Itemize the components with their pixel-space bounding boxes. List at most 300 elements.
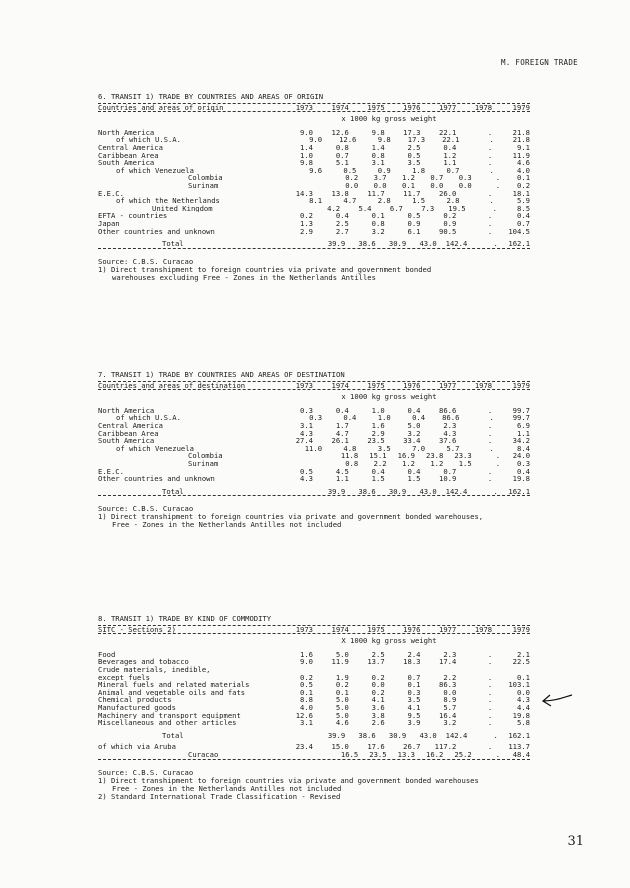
rule: [98, 633, 530, 634]
row-label: Surinam: [188, 459, 219, 468]
cell: .: [487, 150, 493, 160]
cell: .: [495, 180, 501, 190]
cell: 15.0: [331, 742, 349, 752]
table-row: [98, 430, 530, 438]
cell: 3.1: [300, 420, 313, 430]
year-header: 1974: [331, 624, 349, 634]
table-row: [98, 658, 530, 666]
cell: 5.4: [358, 203, 372, 213]
year-header: 1978: [474, 380, 493, 390]
cell: 0.5: [407, 150, 421, 160]
cell: 2.5: [407, 142, 421, 152]
note-line: 1) Direct transhipment to foreign countries via private and government bonded warehouses: [98, 775, 479, 785]
table-row: [98, 674, 530, 682]
table-row: [98, 422, 530, 430]
cell: 3.1: [300, 718, 313, 728]
cell: 19.8: [512, 474, 530, 484]
unit-label: x 1000 kg gross weight: [341, 114, 437, 124]
cell: 23.4: [295, 742, 313, 752]
note-line: 1) Direct transhipment to foreign countries via private and government bonded warehouses,: [98, 512, 484, 522]
cell: 4.8: [343, 443, 357, 453]
cell: 0.4: [335, 211, 349, 221]
cell: .: [495, 173, 501, 183]
cell: 16.5: [340, 749, 359, 759]
row-label: Other countries and unknown: [98, 475, 215, 483]
cell: 86.3: [439, 680, 457, 690]
cell: 9.8: [371, 127, 385, 137]
cell: 0.3: [407, 687, 421, 697]
column-label: Countries and areas of origin: [98, 103, 224, 112]
rule: [98, 389, 530, 390]
cell: .: [487, 710, 493, 720]
row-label: EFTA - countries: [98, 212, 168, 220]
row-label: Curacao: [188, 750, 219, 759]
cell: .: [487, 687, 493, 697]
cell: 12.6: [295, 710, 313, 720]
cell: 22.5: [512, 657, 530, 667]
row-label: E.E.C.: [98, 189, 124, 198]
cell: 39.9: [327, 730, 346, 740]
cell: .: [487, 226, 493, 236]
year-header: 1974: [331, 380, 349, 390]
cell: .: [495, 749, 501, 759]
cell: 4.7: [335, 428, 349, 438]
cell: 0.3: [300, 405, 313, 415]
cell: 43.0: [419, 730, 437, 740]
header-row: [98, 382, 530, 390]
cell: 9.1: [516, 142, 530, 152]
cell: 2.2: [443, 672, 457, 682]
cell: 0.2: [335, 680, 349, 690]
cell: 162.1: [508, 486, 531, 496]
cell: 1.1: [443, 158, 457, 168]
cell: 0.7: [443, 466, 457, 476]
cell: 0.7: [407, 672, 421, 682]
cell: 22.1: [439, 127, 457, 137]
cell: 11.7: [367, 188, 385, 198]
cell: 30.9: [388, 239, 407, 249]
cell: .: [495, 458, 501, 468]
cell: [456, 666, 492, 674]
cell: 142.4: [445, 239, 468, 249]
cell: 0.5: [300, 680, 313, 690]
note-line: Free - Zones in the Netherlands Antilles not included: [112, 520, 342, 530]
cell: 99.7: [512, 413, 531, 423]
cell: 12.6: [339, 135, 357, 145]
year-header: 1973: [295, 380, 313, 390]
year-header: 1979: [512, 380, 530, 390]
table-row: [98, 228, 530, 236]
cell: 2.8: [446, 196, 460, 206]
year-header: 1977: [439, 624, 457, 634]
cell: .: [489, 135, 494, 145]
cell: 1.4: [300, 142, 313, 152]
cell: 1.2: [443, 150, 457, 160]
cell: 0.8: [335, 142, 349, 152]
cell: 23.5: [369, 749, 387, 759]
cell: 12.6: [331, 127, 349, 137]
cell: 1.2: [430, 458, 444, 468]
table-row: [98, 144, 530, 152]
table-title: 6. TRANSIT 1) TRADE BY COUNTRIES AND AREAS OF ORIGIN: [98, 92, 324, 101]
source-notes: [98, 258, 530, 282]
cell: 11.0: [304, 443, 323, 453]
column-label: SITC - Sections 2): [98, 625, 176, 634]
cell: 104.5: [508, 226, 530, 236]
cell: 30.9: [388, 486, 407, 496]
cell: 1.0: [377, 413, 391, 423]
cell: 9.5: [407, 710, 421, 720]
cell: 99.7: [512, 405, 530, 415]
row-label: Central America: [98, 143, 163, 152]
cell: 2.2: [373, 458, 387, 468]
cell: 18.1: [512, 188, 530, 198]
cell: 5.0: [335, 695, 349, 705]
cell: 4.3: [300, 474, 313, 484]
cell: 0.4: [516, 466, 530, 476]
cell: .: [487, 742, 493, 752]
row-label: North America: [98, 128, 155, 137]
year-header: 1976: [403, 624, 421, 634]
cell: 11.9: [331, 657, 349, 667]
cell: 30.9: [388, 730, 407, 740]
cell: 14.3: [295, 188, 313, 198]
cell: 38.6: [358, 486, 376, 496]
cell: 0.2: [345, 173, 359, 183]
header-row: [98, 104, 530, 112]
row-label: Surinam: [188, 181, 219, 190]
cell: 7.3: [421, 203, 435, 213]
cell: .: [487, 428, 493, 438]
cell: 25.2: [454, 749, 472, 759]
cell: 13.7: [367, 657, 385, 667]
cell: 4.3: [300, 428, 313, 438]
cell: 5.0: [335, 702, 349, 712]
cell: 3.2: [443, 718, 457, 728]
cell: 0.1: [407, 680, 421, 690]
cell: 1.0: [300, 150, 313, 160]
cell: 4.6: [516, 158, 530, 168]
cell: .: [492, 203, 497, 213]
row-label: Food: [98, 650, 116, 659]
cell: 142.4: [445, 486, 468, 496]
cell: 0.4: [335, 405, 349, 415]
cell: 1.2: [401, 173, 415, 183]
cell: 9.8: [300, 158, 313, 168]
cell: 17.3: [403, 127, 421, 137]
cell: 5.0: [335, 710, 349, 720]
cell: 1.6: [300, 649, 313, 659]
cell: .: [487, 649, 493, 659]
cell: 113.7: [508, 742, 530, 752]
table-row: [98, 712, 530, 720]
cell: 9.0: [300, 657, 313, 667]
source-notes: [98, 769, 530, 801]
total-label: Total: [162, 240, 184, 248]
cell: 5.9: [517, 196, 531, 206]
cell: .: [487, 158, 493, 168]
row-label: Miscellaneous and other articles: [98, 719, 237, 727]
cell: 39.9: [327, 239, 346, 249]
cell: 2.9: [371, 428, 385, 438]
cell: 9.8: [377, 135, 391, 145]
unit-row: [98, 393, 530, 401]
cell: .: [487, 436, 493, 446]
cell: 0.4: [516, 211, 530, 221]
cell: 0.0: [345, 180, 359, 190]
table-row: [98, 719, 530, 727]
cell: 9.0: [300, 127, 313, 137]
cell: 1.7: [335, 420, 349, 430]
row-label: Colombia: [188, 452, 223, 460]
table-row: [98, 212, 530, 220]
table-commodity: [98, 615, 530, 801]
cell: 0.4: [371, 466, 385, 476]
cell: 0.2: [300, 672, 313, 682]
cell: .: [487, 680, 493, 690]
column-label: Countries and areas of destination: [98, 381, 246, 390]
table-row: [98, 414, 530, 422]
cell: 0.8: [371, 218, 385, 228]
year-header: 1978: [474, 102, 493, 112]
table-row: [98, 220, 530, 228]
table-origin: [98, 93, 530, 282]
cell: 2.3: [443, 649, 457, 659]
cell: 18.3: [403, 657, 421, 667]
via-row: [98, 751, 530, 759]
cell: 27.4: [295, 436, 313, 446]
cell: 0.4: [412, 413, 426, 423]
cell: 5.7: [443, 702, 457, 712]
cell: 0.0: [516, 687, 530, 697]
cell: 117.2: [434, 742, 457, 752]
cell: 2.6: [371, 718, 385, 728]
cell: 11.8: [340, 451, 359, 461]
cell: .: [495, 451, 501, 461]
cell: 4.0: [517, 165, 531, 175]
row-label: Chemical products: [98, 696, 172, 704]
cell: .: [489, 165, 494, 175]
cell: .: [487, 718, 493, 728]
year-header: 1979: [512, 624, 530, 634]
table-row: [98, 681, 530, 689]
cell: 8.4: [517, 443, 531, 453]
cell: 26.0: [439, 188, 457, 198]
table-row: [98, 666, 530, 674]
cell: 1.4: [371, 142, 385, 152]
cell: .: [493, 239, 498, 249]
row-label: of which U.S.A.: [116, 414, 181, 422]
row-label: North America: [98, 406, 155, 415]
cell: 8.5: [517, 203, 531, 213]
row-label: E.E.C.: [98, 467, 124, 476]
cell: 3.6: [371, 702, 385, 712]
row-label: Manufactured goods: [98, 703, 176, 712]
cell: 3.5: [407, 158, 421, 168]
cell: 4.3: [516, 695, 530, 705]
cell: .: [493, 730, 498, 740]
row-label: Crude materials, inedible,: [98, 665, 211, 674]
cell: 86.6: [439, 405, 457, 415]
cell: 23.8: [426, 451, 444, 461]
cell: 0.1: [371, 211, 385, 221]
cell: 4.0: [300, 702, 313, 712]
cell: 4.1: [371, 695, 385, 705]
cell: 0.4: [407, 405, 421, 415]
table-destination: [98, 371, 530, 529]
cell: 33.4: [403, 436, 421, 446]
cell: 3.5: [407, 695, 421, 705]
cell: .: [487, 188, 493, 198]
cell: 142.4: [445, 730, 468, 740]
cell: 0.3: [309, 413, 323, 423]
cell: 16.4: [439, 710, 457, 720]
cell: 0.5: [407, 211, 421, 221]
cell: 4.1: [407, 702, 421, 712]
cell: 21.8: [512, 135, 531, 145]
note-line: Free - Zones in the Netherlands Antilles not included: [112, 783, 342, 793]
row-label: Caribbean Area: [98, 429, 159, 438]
unit-label: x 1000 kg gross weight: [341, 392, 437, 402]
total-row: [98, 488, 530, 496]
row-label: South America: [98, 437, 155, 445]
cell: 1.9: [335, 672, 349, 682]
cell: 0.0: [371, 680, 385, 690]
cell: 1.5: [407, 474, 421, 484]
cell: 4.5: [335, 466, 349, 476]
header-row: [98, 626, 530, 634]
total-label: Total: [162, 487, 184, 496]
row-label: South America: [98, 159, 155, 167]
table-row: [98, 689, 530, 697]
cell: .: [487, 142, 493, 152]
row-label: of which U.S.A.: [116, 136, 181, 144]
cell: 17.6: [367, 742, 385, 752]
cell: 6.7: [389, 203, 403, 213]
cell: 0.8: [345, 458, 359, 468]
cell: 3.2: [407, 428, 421, 438]
table-row: [98, 460, 530, 468]
cell: 0.2: [517, 180, 531, 190]
row-label: except fuels: [98, 673, 150, 682]
cell: 23.5: [367, 436, 385, 446]
note-line: 2) Standard International Trade Classification - Revised: [98, 791, 341, 801]
total-label: Total: [162, 731, 184, 740]
cell: 11.7: [403, 188, 421, 198]
row-label: of which Venezuela: [116, 444, 194, 453]
year-header: 1975: [367, 624, 385, 634]
row-label: Beverages and tobacco: [98, 658, 189, 666]
year-header: 1973: [295, 102, 313, 112]
cell: 0.2: [300, 211, 313, 221]
cell: 0.2: [443, 211, 457, 221]
table-row: [98, 468, 530, 476]
cell: 0.5: [343, 165, 357, 175]
cell: 0.0: [373, 180, 387, 190]
cell: .: [487, 672, 493, 682]
cell: 8.1: [309, 196, 323, 206]
cell: .: [487, 474, 493, 484]
cell: .: [487, 702, 493, 712]
cell: 21.8: [512, 127, 530, 137]
table-row: [98, 205, 530, 213]
table-row: [98, 696, 530, 704]
cell: 0.7: [516, 218, 530, 228]
row-label: Machinery and transport equipment: [98, 711, 241, 720]
cell: 4.3: [443, 428, 457, 438]
cell: 38.6: [358, 730, 376, 740]
page-number: 31: [567, 834, 584, 849]
table-row: [98, 704, 530, 712]
cell: 5.0: [407, 420, 421, 430]
cell: .: [487, 657, 493, 667]
cell: 0.2: [371, 672, 385, 682]
cell: 1.3: [300, 218, 313, 228]
cell: .: [489, 196, 494, 206]
cell: 1.2: [401, 458, 415, 468]
cell: 0.1: [517, 173, 531, 183]
cell: 0.9: [377, 165, 391, 175]
year-header: 1976: [403, 102, 421, 112]
cell: 26.7: [403, 742, 421, 752]
cell: 1.1: [516, 428, 530, 438]
cell: 4.7: [343, 196, 357, 206]
cell: 5.8: [516, 718, 530, 728]
cell: 0.9: [407, 218, 421, 228]
cell: 19.5: [448, 203, 466, 213]
cell: 10.9: [439, 474, 457, 484]
note-line: Source: C.B.S. Curacao: [98, 767, 194, 777]
cell: .: [487, 466, 493, 476]
note-line: Source: C.B.S. Curacao: [98, 504, 194, 514]
cell: 22.1: [442, 135, 460, 145]
cell: 1.0: [371, 405, 385, 415]
total-row: [98, 732, 530, 740]
row-label: Mineral fuels and related materials: [98, 681, 250, 689]
cell: 16.9: [397, 451, 415, 461]
cell: 90.5: [439, 226, 457, 236]
cell: 24.0: [512, 451, 531, 461]
arrow-annotation: [540, 692, 574, 708]
cell: .: [487, 420, 493, 430]
cell: 2.9: [300, 226, 313, 236]
cell: 0.9: [443, 218, 457, 228]
cell: 2.7: [335, 226, 349, 236]
cell: .: [487, 211, 493, 221]
note-line: Source: C.B.S. Curacao: [98, 256, 194, 266]
cell: 1.8: [412, 165, 426, 175]
source-notes: [98, 505, 530, 529]
cell: 0.0: [443, 687, 457, 697]
cell: 5.7: [446, 443, 460, 453]
cell: 0.7: [446, 165, 460, 175]
cell: 7.0: [412, 443, 426, 453]
row-label: of which Venezuela: [116, 166, 194, 175]
cell: 9.0: [309, 135, 323, 145]
row-label: Central America: [98, 421, 163, 430]
cell: 2.1: [516, 649, 530, 659]
cell: 6.9: [516, 420, 530, 430]
year-header: 1977: [439, 380, 457, 390]
cell: 3.9: [407, 718, 421, 728]
year-header: 1974: [331, 102, 349, 112]
year-header: 1978: [474, 624, 493, 634]
cell: 0.8: [371, 150, 385, 160]
cell: 162.1: [508, 730, 531, 740]
row-label: Japan: [98, 219, 120, 228]
cell: 11.9: [512, 150, 530, 160]
table-row: [98, 475, 530, 483]
